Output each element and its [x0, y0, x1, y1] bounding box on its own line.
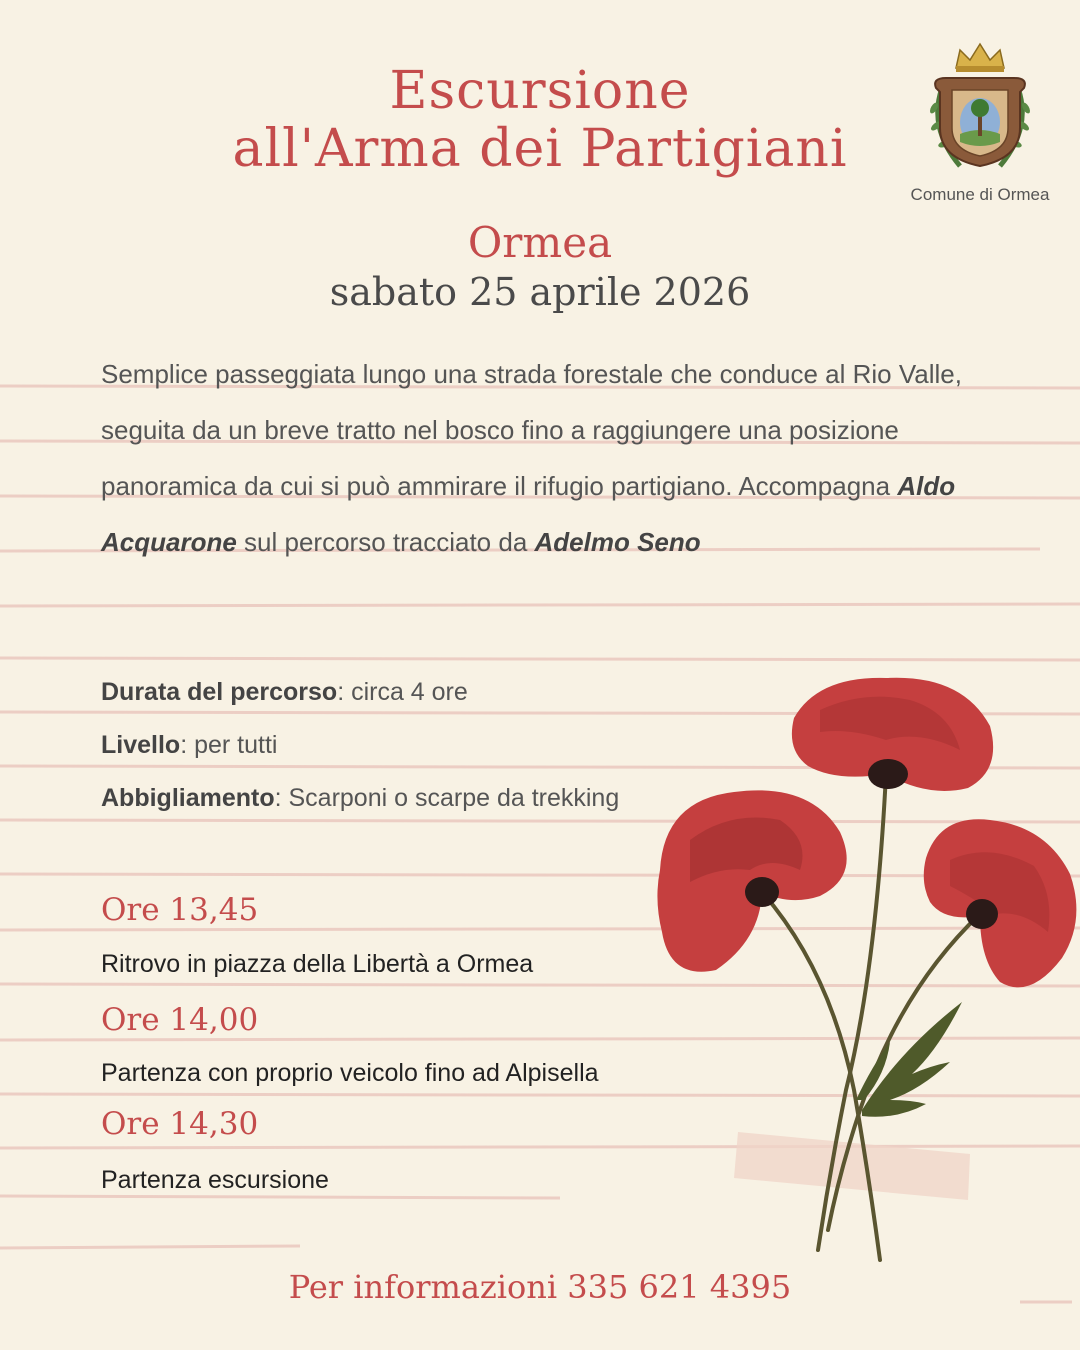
- event-place: Ormea: [467, 218, 613, 267]
- leaf-icon: [856, 1002, 962, 1117]
- guide-name: Aldo Acquarone: [101, 471, 956, 557]
- poppy-flower-left: [657, 790, 846, 971]
- coat-of-arms-icon: [920, 38, 1040, 178]
- crest-label: Comune di Ormea: [910, 185, 1050, 204]
- schedule-time: Ore 14,30: [101, 1106, 259, 1142]
- schedule-text: Partenza escursione: [101, 1166, 329, 1194]
- schedule-time: Ore 14,00: [101, 1002, 259, 1038]
- schedule-text: Partenza con proprio veicolo fino ad Alpisella: [101, 1059, 599, 1087]
- detail-value: : Scarponi o scarpe da trekking: [274, 784, 620, 812]
- event-description: [101, 346, 1001, 570]
- title-line-2: all'Arma dei Partigiani: [232, 119, 848, 179]
- detail-label: Durata del percorso: [101, 678, 338, 706]
- poppy-flower-right: [924, 819, 1077, 987]
- detail-value: : circa 4 ore: [337, 678, 468, 706]
- poppy-flower-top: [792, 678, 993, 791]
- event-date: sabato 25 aprile 2026: [329, 270, 751, 314]
- detail-label: Livello: [101, 731, 181, 759]
- title-line-1: Escursione: [389, 61, 691, 121]
- description-text-1: Semplice passeggiata lungo una strada forestale che conduce al Rio Valle, seguita da un breve tratto nel bosco fino a raggiungere una posizione panoramica da cui si può ammirare il rifugio partigiano. Accompagna: [101, 359, 962, 501]
- contact-info: Per informazioni 335 621 4395: [288, 1268, 792, 1306]
- schedule-time: Ore 13,45: [101, 892, 259, 928]
- event-title: [150, 62, 930, 178]
- detail-value: : per tutti: [180, 731, 278, 759]
- detail-label: Abbigliamento: [101, 784, 275, 812]
- route-author-name: Adelmo Seno: [534, 527, 701, 557]
- description-text-2: sul percorso tracciato da: [236, 527, 535, 557]
- schedule-text: Ritrovo in piazza della Libertà a Ormea: [101, 950, 534, 978]
